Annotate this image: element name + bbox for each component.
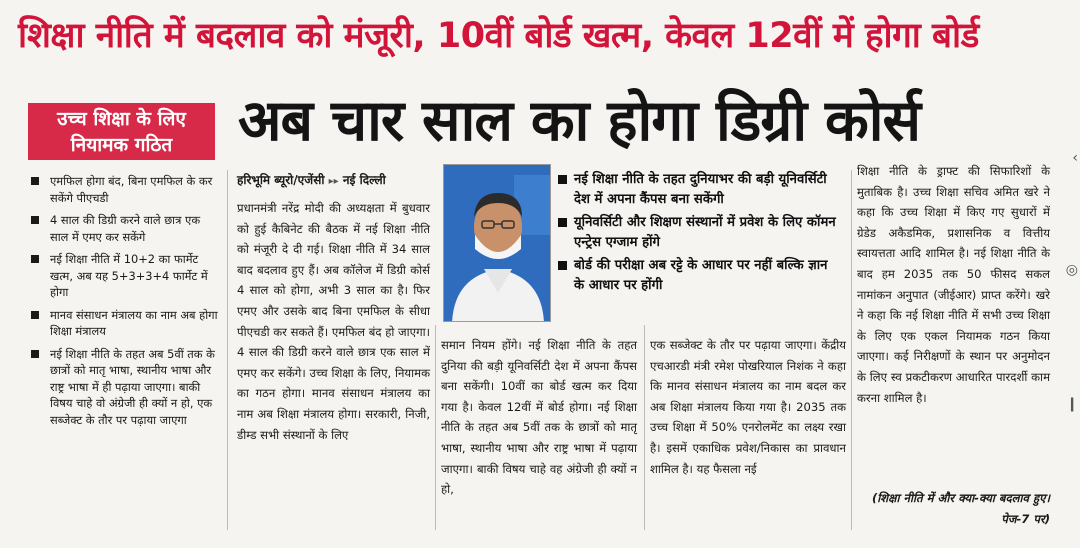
article-column-4: शिक्षा नीति के ड्राफ्ट की सिफारिशों के मुताबिक है। उच्च शिक्षा सचिव अमित खरे ने कहा कि उच्च शिक्षा में किए गए सुधारों में ग्रेडेड अकैडमिक, प्रशासनिक व वित्तीय स्वायत्तता आदि शामिल है। नई शिक्षा नीति के बाद हम 2035 तक 50 फीसद सकल नामांकन अनुपात (जीईआर) प्राप्त करेंगे। खरे ने कहा कि नई शिक्षा नीति में सभी उच्च शिक्षा के लिए एक एकल नियामक गठन किया जाएगा। कई निरीक्षणों के स्थान पर अनुमोदन के लिए स्व प्रकटीकरण आधारित पारदर्शी काम करना शामिल है।: [857, 164, 1050, 405]
byline-agency: हरिभूमि ब्यूरो/एजेंसी: [237, 173, 325, 187]
sidebar-title-box: [28, 103, 215, 160]
chevron-left-icon: ‹: [1072, 150, 1078, 166]
bullet-square-icon: [31, 350, 39, 358]
sidebar-bullet: मानव संसाधन मंत्रालय का नाम अब होगा शिक्षा मंत्रालय: [28, 307, 218, 340]
sidebar-title-line2: नियामक गठित: [70, 134, 173, 156]
bullet-square-icon: [31, 177, 39, 185]
person-portrait-icon: [444, 165, 551, 322]
highlight-item: यूनिवर्सिटी और शिक्षण संस्थानों में प्रवेश के लिए कॉमन एन्ट्रेस एग्जाम होंगे: [556, 213, 841, 252]
bullet-square-icon: [31, 311, 39, 319]
bullet-square-icon: [558, 175, 567, 184]
sidebar-bullet-list: [28, 173, 218, 434]
sidebar-bullet: एमफिल होगा बंद, बिना एमफिल के कर सकेंगे पीएचडी: [28, 173, 218, 206]
top-headline: शिक्षा नीति में बदलाव को मंजूरी, 10वीं बोर्ड खत्म, केवल 12वीं में होगा बोर्ड: [18, 16, 979, 56]
column-divider: [851, 170, 852, 530]
page-reference-note: (शिक्षा नीति में और क्या-क्या बदलाव हुए। पेज-7 पर): [871, 491, 1050, 526]
sidebar-bullet: नई शिक्षा नीति में 10+2 का फार्मेट खत्म, अब यह 5+3+3+4 फार्मेट में होगा: [28, 251, 218, 301]
highlight-item: बोर्ड की परीक्षा अब रट्टे के आधार पर नहीं बल्कि ज्ञान के आधार पर होंगी: [556, 256, 841, 295]
article-column-2: समान नियम होंगे। नई शिक्षा नीति के तहत दुनिया की बड़ी यूनिवर्सिटी देश में अपना कैंपस बना सकेंगी। 10वीं का बोर्ड खत्म कर दिया गया है। केवल 12वीं में बोर्ड होगा। नई शिक्षा नीति के तहत अब 5वीं तक के छात्रों को मातृ भाषा, स्थानीय भाषा और राष्ट्र भाषा में पढ़ाया जाएगा। बाकी विषय चाहे वह अंग्रेजी ही क्यों न हो,: [441, 338, 637, 497]
highlight-item: नई शिक्षा नीति के तहत दुनियाभर की बड़ी यूनिवर्सिटी देश में अपना कैंपस बना सकेंगी: [556, 170, 841, 209]
article-column-1: प्रधानमंत्री नरेंद्र मोदी की अध्यक्षता में बुधवार को हुई कैबिनेट की बैठक में नई शिक्षा नीति को मंजूरी दे दी गई। शिक्षा नीति में 34 साल बाद बदलाव हुए हैं। अब कॉलेज में डिग्री कोर्स 4 साल को होगा, अभी 3 साल का है। फिर एमए और उसके बाद बिना एमफिल के सीधा पीएचडी कर सकते हैं। एमफिल बंद हो जाएगा। 4 साल की डिग्री करने वाले छात्र एक साल में एमए कर सकेंगे। उच्च शिक्षा के लिए, नियामक का गठन होगा। मानव संसाधन मंत्रालय का नाम अब शिक्षा मंत्रालय होगा। सरकारी, निजी, डीम्ड सभी संस्थानों के लिए: [237, 201, 430, 442]
bullet-square-icon: [558, 261, 567, 270]
article-column-3: एक सब्जेक्ट के तौर पर पढ़ाया जाएगा। केंद्रीय एचआरडी मंत्री रमेश पोखरियाल निशंक ने कहा कि मानव संसाधन मंत्रालय का नाम बदल कर अब शिक्षा मंत्रालय किया गया है। 2035 तक उच्च शिक्षा में 50% एनरोलमेंट का लक्ष्य रखा है। इसमें एकाधिक प्रवेश/निकास का प्रावधान शामिल है। यह फैसला नई: [650, 338, 846, 476]
byline-place: नई दिल्ली: [342, 173, 386, 187]
bullet-square-icon: [31, 255, 39, 263]
highlights-box: [556, 170, 841, 322]
column-divider: [644, 325, 645, 530]
bullet-square-icon: [558, 218, 567, 227]
sidebar-bullet: नई शिक्षा नीति के तहत अब 5वीं तक के छात्रों को मातृ भाषा, स्थानीय भाषा और राष्ट्र भाषा में ही पढ़ाया जाएगा। बाकी विषय चाहे वो अंग्रेजी ही क्यों न हो, एक सब्जेक्ट के तौर पर पढ़ाया जाएगा: [28, 346, 218, 429]
column-divider: [435, 325, 436, 530]
pause-icon: ❙: [1066, 396, 1078, 412]
bullet-square-icon: [31, 216, 39, 224]
byline: [237, 171, 430, 193]
byline-arrows-icon: ▸▸: [328, 176, 339, 187]
sidebar-bullet: 4 साल की डिग्री करने वाले छात्र एक साल में एमए कर सकेंगे: [28, 212, 218, 245]
circle-icon: ◎: [1065, 262, 1078, 278]
main-headline: अब चार साल का होगा डिग्री कोर्स: [238, 88, 921, 154]
column-divider: [227, 170, 228, 530]
sidebar-title-line1: उच्च शिक्षा के लिए: [57, 108, 186, 130]
minister-photo: [443, 164, 551, 322]
